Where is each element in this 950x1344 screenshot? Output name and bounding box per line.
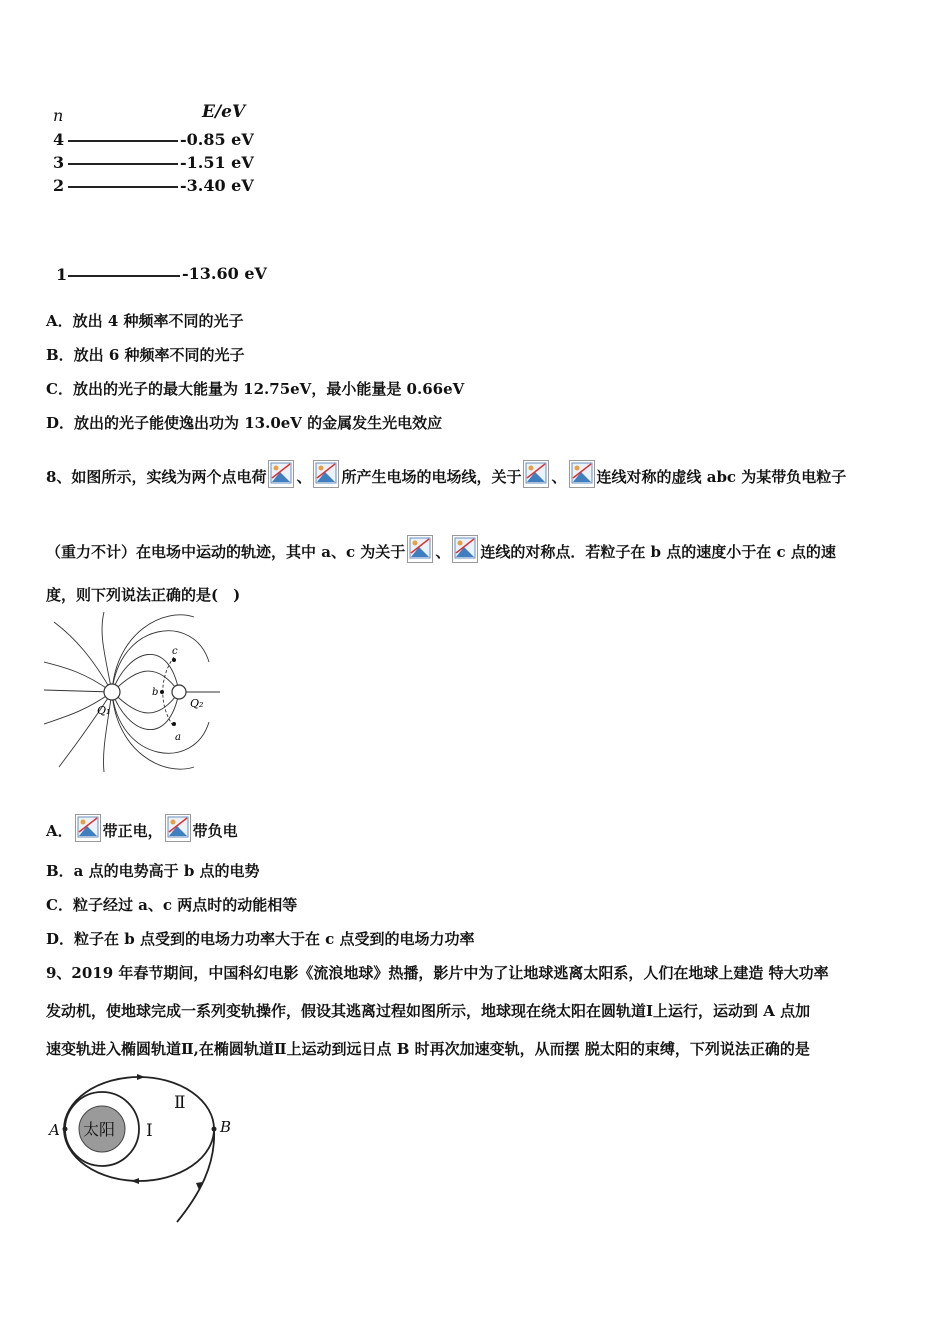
missing-image-icon xyxy=(165,814,191,842)
q8-text-1c: 连线对称的虚线 abc 为某带负电粒子 xyxy=(596,468,847,486)
q7-option-b: B．放出 6 种频率不同的光子 xyxy=(46,346,245,364)
q9-line-3: 速变轨进入椭圆轨道Ⅱ,在椭圆轨道Ⅱ上运动到远日点 B 时再次加速变轨，从而摆 脱太阳的束缚，下列说法正确的是 xyxy=(46,1040,810,1058)
q8-option-b: B．a 点的电势高于 b 点的电势 xyxy=(46,862,260,880)
q8-text-1b: 所产生电场的电场线，关于 xyxy=(341,468,522,486)
level-3-n: 3 xyxy=(53,153,65,172)
level-1-energy: -13.60 eV xyxy=(182,264,267,283)
missing-image-icon xyxy=(569,460,595,488)
missing-image-icon xyxy=(268,460,294,488)
q9-line-2: 发动机，使地球完成一系列变轨操作，假设其逃离过程如图所示，地球现在绕太阳在圆轨道Ⅰ上运行，运动到 A 点加 xyxy=(46,1002,811,1020)
q8-option-a xyxy=(46,814,238,842)
q8-sep-2: 、 xyxy=(551,468,567,486)
fig8-label-b: b xyxy=(152,687,159,698)
fig8-label-q2: Q₂ xyxy=(190,697,204,710)
q8-line-3: 度，则下列说法正确的是( ) xyxy=(46,586,241,604)
q7-option-d: D．放出的光子能使逸出功为 13.0eV 的金属发生光电效应 xyxy=(46,414,443,432)
sun-label: 太阳 xyxy=(83,1120,116,1139)
level-2-n: 2 xyxy=(53,176,65,195)
q8-line-1 xyxy=(46,460,846,488)
q7-option-a: A．放出 4 种频率不同的光子 xyxy=(46,312,244,330)
orbit-1-label: Ⅰ xyxy=(146,1121,153,1141)
level-1-n: 1 xyxy=(56,265,68,284)
q9-line-1: 9、2019 年春节期间，中国科幻电影《流浪地球》热播，影片中为了让地球逃离太阳系，人们在地球上建造 特大功率 xyxy=(46,964,829,982)
orbit-2-label: Ⅱ xyxy=(174,1093,186,1113)
orbit-figure xyxy=(44,1070,244,1230)
q8-text-2a: （重力不计）在电场中运动的轨迹，其中 a、c 为关于 xyxy=(46,543,406,561)
q7-option-c: C．放出的光子的最大能量为 12.75eV，最小能量是 0.66eV xyxy=(46,380,465,398)
level-4-energy: -0.85 eV xyxy=(180,130,254,149)
missing-image-icon xyxy=(452,535,478,563)
missing-image-icon xyxy=(407,535,433,563)
q8-text-1a: 8、如图所示，实线为两个点电荷 xyxy=(46,468,267,486)
q8-sep-1: 、 xyxy=(296,468,312,486)
q8-option-a-prefix: A． xyxy=(46,822,73,840)
level-2-line xyxy=(68,186,178,188)
q8-option-d: D．粒子在 b 点受到的电场力功率大于在 c 点受到的电场力功率 xyxy=(46,930,475,948)
fig8-label-q1: Q₁ xyxy=(97,704,111,717)
level-4-line xyxy=(68,140,178,142)
missing-image-icon xyxy=(313,460,339,488)
q8-option-a-end: 带负电 xyxy=(192,822,238,840)
point-a-label: A xyxy=(49,1121,60,1139)
fig8-label-c: c xyxy=(172,646,178,657)
q8-option-a-mid: 带正电， xyxy=(102,822,163,840)
level-2-energy: -3.40 eV xyxy=(180,176,254,195)
q8-sep-3: 、 xyxy=(435,543,451,561)
missing-image-icon xyxy=(75,814,101,842)
level-4-n: 4 xyxy=(53,130,65,149)
q8-option-c: C．粒子经过 a、c 两点时的动能相等 xyxy=(46,896,298,914)
q8-line-2 xyxy=(46,535,836,563)
energy-axis-label: E/eV xyxy=(202,102,246,122)
n-axis-label: n xyxy=(53,106,64,125)
point-b-label: B xyxy=(220,1118,232,1136)
level-1-line xyxy=(68,275,180,277)
energy-level-diagram xyxy=(46,100,286,295)
fig8-label-a: a xyxy=(175,732,181,743)
level-3-line xyxy=(68,163,178,165)
electric-field-figure xyxy=(44,612,220,772)
level-3-energy: -1.51 eV xyxy=(180,153,254,172)
q8-text-2b: 连线的对称点．若粒子在 b 点的速度小于在 c 点的速 xyxy=(480,543,836,561)
missing-image-icon xyxy=(523,460,549,488)
